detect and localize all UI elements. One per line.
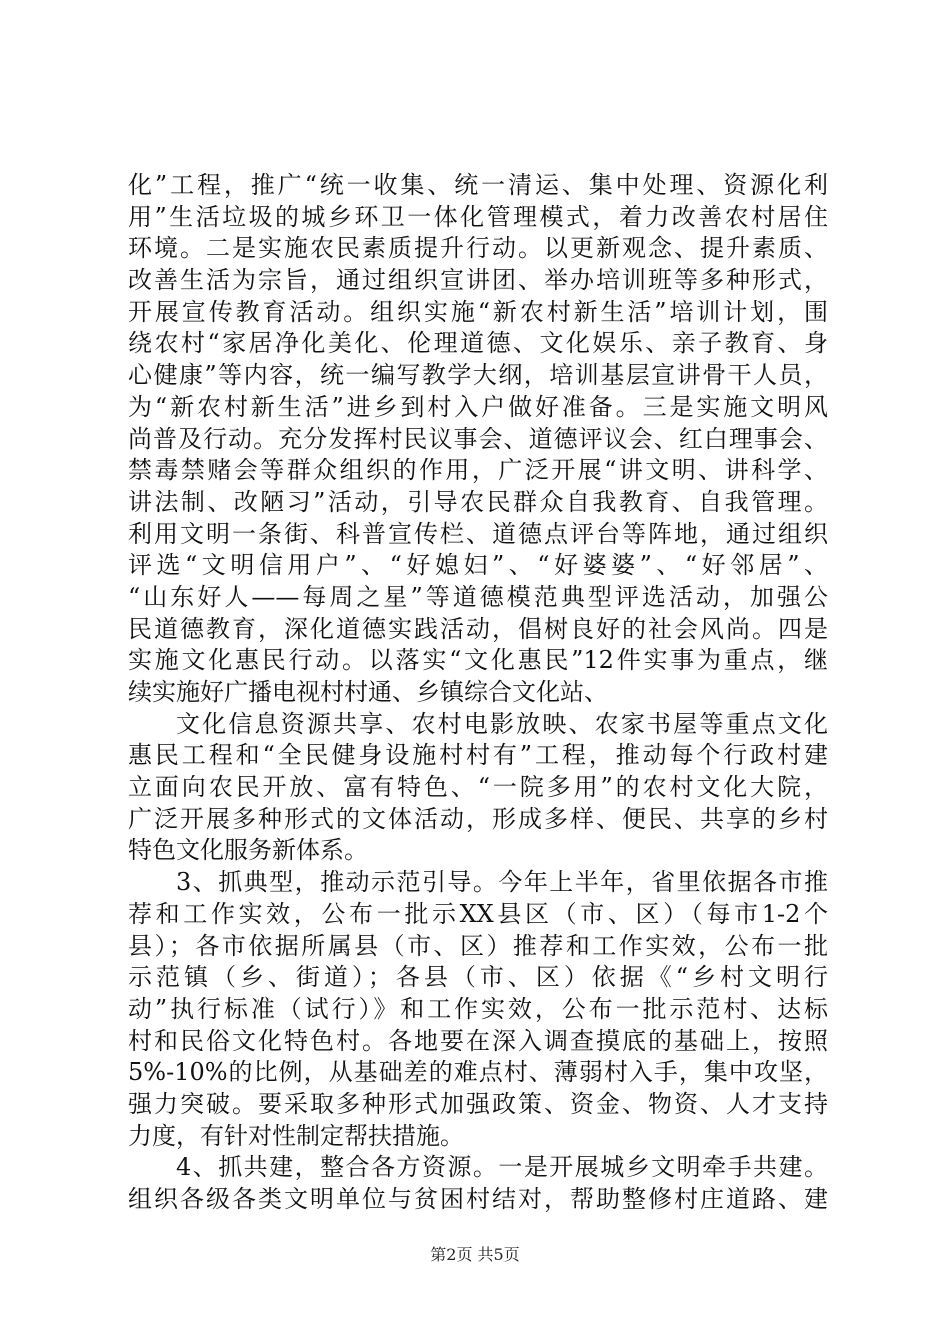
text-line: 用”生活垃圾的城乡环卫一体化管理模式，着力改善农村居住: [128, 202, 828, 231]
text-line: 动”执行标准（试行）》和工作实效，公布一批示范村、达标: [128, 994, 828, 1023]
text-line: 村和民俗文化特色村。各地要在深入调查摸底的基础上，按照: [128, 1026, 828, 1055]
text-line: 环境。二是实施农民素质提升行动。以更新观念、提升素质、: [128, 234, 828, 263]
text-line: 示范镇（乡、街道）；各县（市、区）依据《“乡村文明行: [128, 963, 828, 992]
text-line: 特色文化服务新体系。: [128, 836, 368, 865]
text-line: 文化信息资源共享、农村电影放映、农家书屋等重点文化: [176, 709, 828, 738]
text-line: 化”工程，推广“统一收集、统一清运、集中处理、资源化利: [128, 171, 828, 199]
text-line: 组织各级各类文明单位与贫困村结对，帮助整修村庄道路、建: [128, 1185, 828, 1213]
text-line: 讲法制、改陋习”活动，引导农民群众自我教育、自我管理。: [128, 487, 828, 516]
text-line: 4、抓共建，整合各方资源。一是开展城乡文明牵手共建。: [176, 1153, 828, 1182]
text-line: 利用文明一条街、科普宣传栏、道德点评台等阵地，通过组织: [128, 519, 828, 548]
text-line: 心健康”等内容，统一编写教学大纲，培训基层宣讲骨干人员，: [128, 361, 828, 390]
text-line: 荐和工作实效，公布一批示XX县区（市、区）（每市1-2个: [128, 899, 828, 928]
text-line: 评选“文明信用户”、“好媳妇”、“好婆婆”、“好邻居”、: [128, 551, 828, 580]
page-footer: 第2页 共5页: [430, 1245, 520, 1264]
text-line: 立面向农民开放、富有特色、“一院多用”的农村文化大院，: [128, 773, 828, 802]
text-line: 绕农村“家居净化美化、伦理道德、文化娱乐、亲子教育、身: [128, 329, 828, 358]
text-line: 5%-10%的比例，从基础差的难点村、薄弱村入手，集中攻坚，: [128, 1058, 828, 1087]
text-line: 民道德教育，深化道德实践活动，倡树良好的社会风尚。四是: [128, 614, 828, 643]
text-line: 广泛开展多种形式的文体活动，形成多样、便民、共享的乡村: [128, 804, 828, 833]
text-line: 尚普及行动。充分发挥村民议事会、道德评议会、红白理事会、: [128, 424, 828, 453]
text-line: 续实施好广播电视村村通、乡镇综合文化站、: [128, 678, 608, 706]
text-line: 县）；各市依据所属县（市、区）推荐和工作实效，公布一批: [128, 931, 828, 960]
text-line: 实施文化惠民行动。以落实“文化惠民”12件实事为重点，继: [128, 646, 828, 675]
text-line: 禁毒禁赌会等群众组织的作用，广泛开展“讲文明、讲科学、: [128, 456, 828, 485]
text-line: 力度，有针对性制定帮扶措施。: [128, 1121, 464, 1150]
document-body: [128, 170, 828, 1216]
text-line: 改善生活为宗旨，通过组织宣讲团、举办培训班等多种形式，: [128, 266, 828, 295]
text-line: 强力突破。要采取多种形式加强政策、资金、物资、人才支持: [128, 1089, 828, 1118]
text-line: 惠民工程和“全民健身设施村村有”工程，推动每个行政村建: [128, 741, 828, 770]
text-line: 开展宣传教育活动。组织实施“新农村新生活”培训计划，围: [128, 297, 828, 326]
text-line: “山东好人——每周之星”等道德模范典型评选活动，加强公: [128, 582, 828, 611]
text-line: 3、抓典型，推动示范引导。今年上半年，省里依据各市推: [176, 868, 828, 897]
text-line: 为“新农村新生活”进乡到村入户做好准备。三是实施文明风: [128, 392, 828, 421]
